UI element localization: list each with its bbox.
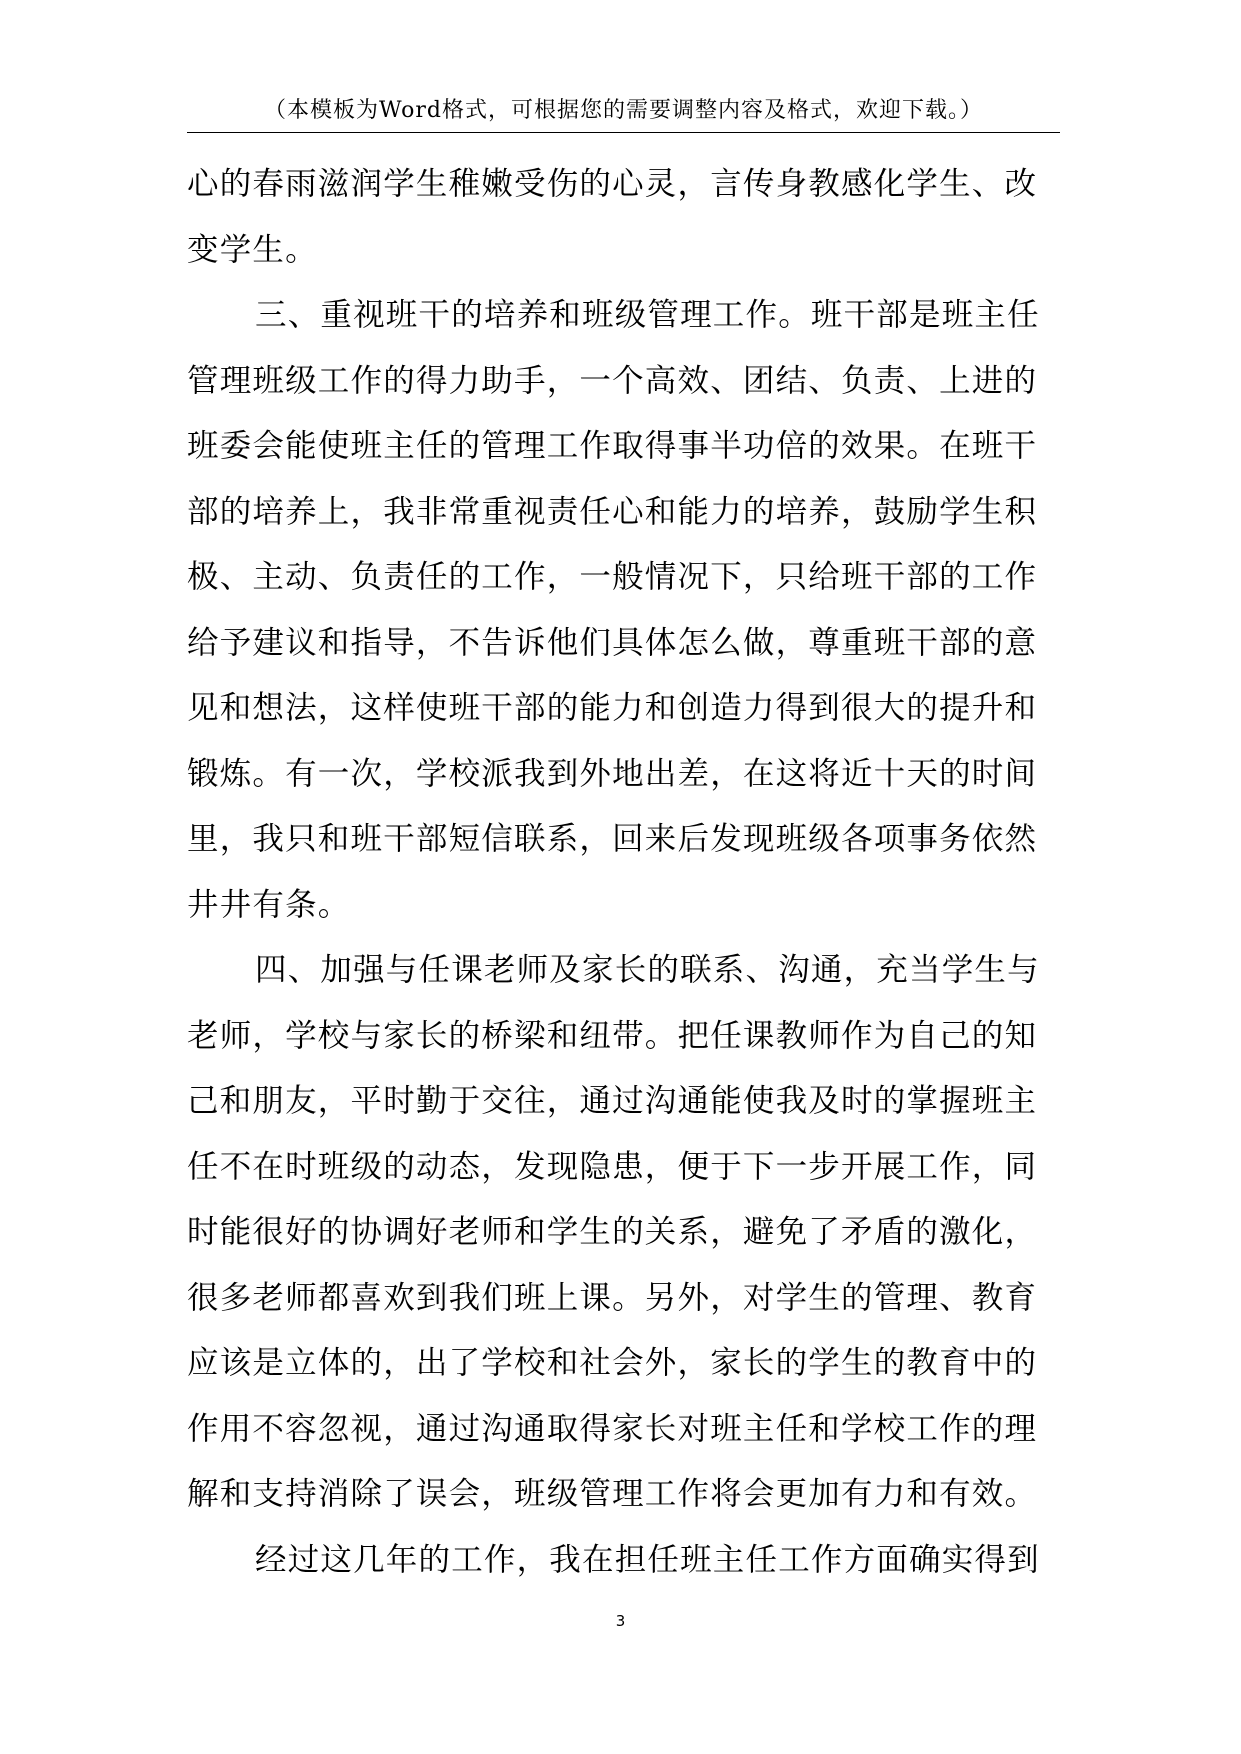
text-line: 变学生。 (187, 231, 318, 268)
text-line: 井井有条。 (187, 886, 351, 923)
text-line: 解和支持消除了误会，班级管理工作将会更加有力和有效。 (187, 1476, 1038, 1512)
text-line: 班委会能使班主任的管理工作取得事半功倍的效果。在班干 (187, 428, 1038, 464)
page-header: （本模板为Word格式，可根据您的需要调整内容及格式，欢迎下载。） (264, 98, 983, 123)
header-divider (187, 132, 1060, 133)
paragraph-start-line: 经过这几年的工作，我在担任班主任工作方面确实得到 (255, 1541, 1040, 1578)
text-line: 时能很好的协调好老师和学生的关系，避免了矛盾的激化， (187, 1214, 1038, 1250)
text-line: 任不在时班级的动态，发现隐患，便于下一步开展工作，同 (187, 1148, 1038, 1185)
text-line: 锻炼。有一次，学校派我到外地出差，在这将近十天的时间 (187, 755, 1038, 792)
text-line: 心的春雨滋润学生稚嫩受伤的心灵，言传身教感化学生、改 (187, 166, 1038, 202)
text-line: 管理班级工作的得力助手，一个高效、团结、负责、上进的 (187, 362, 1038, 399)
text-line: 应该是立体的，出了学校和社会外，家长的学生的教育中的 (187, 1345, 1038, 1381)
text-line: 极、主动、负责任的工作，一般情况下，只给班干部的工作 (187, 559, 1038, 595)
text-line: 己和朋友，平时勤于交往，通过沟通能使我及时的掌握班主 (187, 1083, 1038, 1119)
text-line: 见和想法，这样使班干部的能力和创造力得到很大的提升和 (187, 690, 1038, 726)
document-body (187, 152, 1067, 1593)
paragraph-start-line: 三、重视班干的培养和班级管理工作。班干部是班主任 (255, 297, 1040, 333)
text-line: 里，我只和班干部短信联系，回来后发现班级各项事务依然 (187, 821, 1038, 857)
text-line: 作用不容忽视，通过沟通取得家长对班主任和学校工作的理 (187, 1410, 1038, 1447)
text-line: 老师，学校与家长的桥梁和纽带。把任课教师作为自己的知 (187, 1017, 1038, 1054)
text-line: 很多老师都喜欢到我们班上课。另外，对学生的管理、教育 (187, 1279, 1038, 1316)
text-line: 给予建议和指导，不告诉他们具体怎么做，尊重班干部的意 (187, 624, 1038, 661)
page-number: 3 (615, 1612, 626, 1630)
text-line: 部的培养上，我非常重视责任心和能力的培养，鼓励学生积 (187, 493, 1038, 530)
paragraph-start-line: 四、加强与任课老师及家长的联系、沟通，充当学生与 (255, 952, 1040, 988)
